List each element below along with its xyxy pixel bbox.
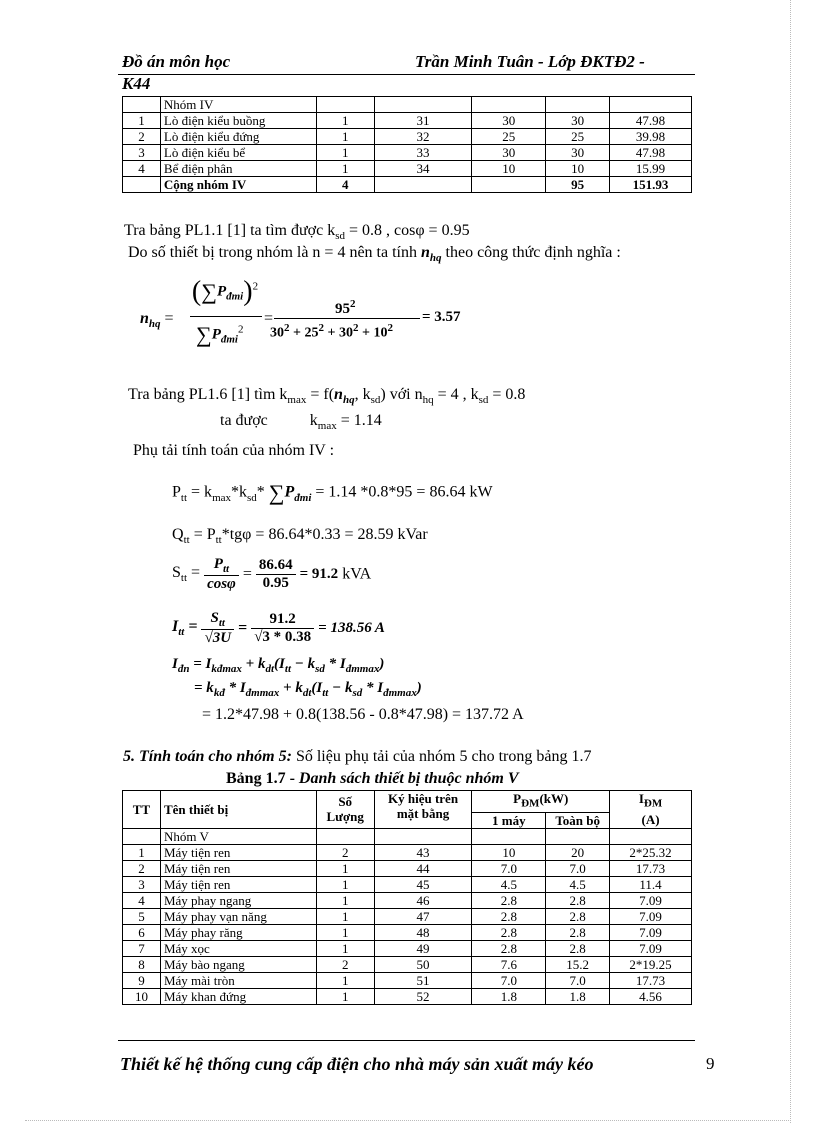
table-cell: 30 bbox=[472, 145, 546, 161]
header-cont: K44 bbox=[122, 74, 151, 93]
table-cell: 1 bbox=[316, 940, 374, 956]
table-total-row bbox=[123, 177, 692, 193]
table-cell: 46 bbox=[374, 892, 472, 908]
table-cell: 9 bbox=[123, 972, 161, 988]
table-cell: 32 bbox=[374, 129, 472, 145]
table-cell: 50 bbox=[374, 956, 472, 972]
table-cell: 30 bbox=[546, 145, 610, 161]
table-cell: Cộng nhóm IV bbox=[160, 177, 316, 193]
table-cell: Lò điện kiểu đứng bbox=[160, 129, 316, 145]
para-load-heading: Phụ tải tính toán của nhóm IV : bbox=[133, 442, 335, 459]
table-cell: 1 bbox=[316, 924, 374, 940]
table-cell: Lò điện kiểu buồng bbox=[160, 113, 316, 129]
page-edge-bottom bbox=[25, 1120, 791, 1121]
table-row bbox=[123, 145, 692, 161]
table-cell: Máy tiện ren bbox=[160, 844, 316, 860]
group5-table bbox=[122, 790, 692, 1005]
table-cell: 7.09 bbox=[610, 924, 692, 940]
table-cell: 1 bbox=[316, 988, 374, 1004]
section-5-heading: 5. Tính toán cho nhóm 5: Số liệu phụ tải của nhóm 5 cho trong bảng 1.7 bbox=[123, 748, 592, 765]
eq-idn-2: = $k_{kđ} * I_{đmmax} + k_{dt}(I_{tt} - k_{sd} * I_{đmmax})$ bbox=[194, 680, 422, 699]
table-cell: 10 bbox=[546, 161, 610, 177]
page-edge-right bbox=[790, 0, 791, 1123]
header-right: Trần Minh Tuân - Lớp ĐKTĐ2 - bbox=[415, 52, 645, 71]
table-cell: 47.98 bbox=[610, 145, 692, 161]
table-cell: 1 bbox=[316, 145, 374, 161]
col-all: Toàn bộ bbox=[546, 812, 610, 828]
table-cell: Máy tiện ren bbox=[160, 860, 316, 876]
table-cell: 25 bbox=[472, 129, 546, 145]
para-nhq-intro: Do số thiết bị trong nhóm là n = 4 nên ta tính $n_{hq}$ theo công thức định nghĩa : bbox=[128, 244, 621, 265]
table-cell: 2.8 bbox=[546, 908, 610, 924]
table-row bbox=[123, 828, 692, 844]
para-ksd: Tra bảng PL1.1 [1] ta tìm được $k_{sd} = 0.8$ , cosφ = 0.95 bbox=[124, 222, 470, 243]
table-cell: 2 bbox=[316, 844, 374, 860]
table-cell: 7.0 bbox=[546, 972, 610, 988]
col-qty: Số Lượng bbox=[316, 791, 374, 829]
table-cell: 8 bbox=[123, 956, 161, 972]
table-cell: 15.99 bbox=[610, 161, 692, 177]
table-cell: 6 bbox=[123, 924, 161, 940]
table-cell: 39.98 bbox=[610, 129, 692, 145]
table-cell: 2*19.25 bbox=[610, 956, 692, 972]
table-cell: 25 bbox=[546, 129, 610, 145]
table-cell: 17.73 bbox=[610, 860, 692, 876]
table-cell: 3 bbox=[123, 876, 161, 892]
table-row bbox=[123, 129, 692, 145]
table-cell: Máy bào ngang bbox=[160, 956, 316, 972]
table-cell: 10 bbox=[472, 161, 546, 177]
table-cell: 44 bbox=[374, 860, 472, 876]
table-cell: Bể điện phân bbox=[160, 161, 316, 177]
table-row bbox=[123, 940, 692, 956]
eq-qtt: $Q_{tt} = P_{tt}*tg\varphi = 86.64*0.33 = 28.59$ kVar bbox=[172, 526, 428, 547]
table-cell: 5 bbox=[123, 908, 161, 924]
table-row bbox=[123, 908, 692, 924]
para-kmax: Tra bảng PL1.6 [1] tìm $k_{max} = f(n_{hq}$, $k_{sd}$) với $n_{hq} = 4$ , $k_{sd} = 0.8$ bbox=[128, 386, 526, 407]
table-cell: 20 bbox=[546, 844, 610, 860]
table-cell: 10 bbox=[472, 844, 546, 860]
eq-stt: $S_{tt}$ = $\frac{P_{tt}}{\cos\varphi}$ = $\frac{86.64}{0.95}$ = 91.2 kVA bbox=[172, 556, 372, 592]
table-cell bbox=[374, 177, 472, 193]
table-cell: 10 bbox=[123, 988, 161, 1004]
table-row bbox=[123, 860, 692, 876]
table-cell: 2*25.32 bbox=[610, 844, 692, 860]
col-symbol: Ký hiệu trên mặt bằng bbox=[374, 791, 472, 829]
table-cell: 47.98 bbox=[610, 113, 692, 129]
table-cell: 7 bbox=[123, 940, 161, 956]
table-cell: 1 bbox=[316, 972, 374, 988]
table-row bbox=[123, 161, 692, 177]
col-name: Tên thiết bị bbox=[160, 791, 316, 829]
table-row bbox=[123, 113, 692, 129]
table-cell: 7.0 bbox=[546, 860, 610, 876]
header-left: Đồ án môn học bbox=[122, 52, 231, 71]
table-cell: 1.8 bbox=[546, 988, 610, 1004]
header-rule bbox=[118, 74, 695, 75]
table-cell: 30 bbox=[472, 113, 546, 129]
table-cell: 3 bbox=[123, 145, 161, 161]
table-cell: 1 bbox=[123, 844, 161, 860]
table-row bbox=[123, 988, 692, 1004]
table-cell: 4 bbox=[316, 177, 374, 193]
table-row bbox=[123, 924, 692, 940]
table-cell: 2.8 bbox=[472, 924, 546, 940]
group-label: Nhóm V bbox=[160, 828, 316, 844]
table-cell: 45 bbox=[374, 876, 472, 892]
table-cell: 2.8 bbox=[546, 940, 610, 956]
table-row bbox=[123, 956, 692, 972]
table-cell bbox=[123, 177, 161, 193]
table-cell: 7.09 bbox=[610, 892, 692, 908]
table-cell: 95 bbox=[546, 177, 610, 193]
footer-rule bbox=[118, 1040, 695, 1041]
table-cell: 151.93 bbox=[610, 177, 692, 193]
table-cell: 34 bbox=[374, 161, 472, 177]
table-row bbox=[123, 972, 692, 988]
col-one: 1 máy bbox=[472, 812, 546, 828]
table-cell: 1.8 bbox=[472, 988, 546, 1004]
table-caption: Bảng 1.7 - Danh sách thiết bị thuộc nhóm V bbox=[226, 770, 519, 787]
table-cell: 11.4 bbox=[610, 876, 692, 892]
table-cell: 4 bbox=[123, 161, 161, 177]
table-cell: 30 bbox=[546, 113, 610, 129]
table-cell: 31 bbox=[374, 113, 472, 129]
table-cell: 4.5 bbox=[472, 876, 546, 892]
col-pdm: $P_{ĐM}(kW)$ bbox=[472, 791, 610, 813]
table-cell: 1 bbox=[316, 161, 374, 177]
table-header-row bbox=[123, 791, 692, 813]
table-cell: 15.2 bbox=[546, 956, 610, 972]
table-cell: 17.73 bbox=[610, 972, 692, 988]
table-cell: 7.6 bbox=[472, 956, 546, 972]
table-cell: 1 bbox=[316, 129, 374, 145]
table-cell: Máy phay răng bbox=[160, 924, 316, 940]
table-cell: 7.09 bbox=[610, 908, 692, 924]
table-cell: 2 bbox=[123, 860, 161, 876]
eq-idn-3: = 1.2*47.98 + 0.8(138.56 - 0.8*47.98) = 137.72 A bbox=[202, 706, 524, 723]
table-cell: 52 bbox=[374, 988, 472, 1004]
table-cell: 1 bbox=[316, 113, 374, 129]
table-cell: 49 bbox=[374, 940, 472, 956]
table-cell: 2.8 bbox=[546, 892, 610, 908]
table-row bbox=[123, 97, 692, 113]
table-row bbox=[123, 844, 692, 860]
table-row bbox=[123, 876, 692, 892]
table-cell: 4.56 bbox=[610, 988, 692, 1004]
nhq-formula: $n_{hq}$ = $(\sum P_{đmi})^2$ $\sum P_{đmi}^2$ = $95^2$ $30^2 + 25^2 + 30^2 + 10^2$ = 3.57 bbox=[140, 276, 461, 347]
table-cell: Máy mài tròn bbox=[160, 972, 316, 988]
table-cell: 4 bbox=[123, 892, 161, 908]
table-cell: 1 bbox=[123, 113, 161, 129]
table-cell: 4.5 bbox=[546, 876, 610, 892]
table-cell: 2.8 bbox=[546, 924, 610, 940]
table-cell: Máy tiện ren bbox=[160, 876, 316, 892]
table-cell: 48 bbox=[374, 924, 472, 940]
group-label: Nhóm IV bbox=[160, 97, 316, 113]
table-cell: 51 bbox=[374, 972, 472, 988]
table-cell: 47 bbox=[374, 908, 472, 924]
eq-idn-1: $I_{đn} = I_{kđmax} + k_{dt}(I_{tt} - k_{sd} * I_{đmmax})$ bbox=[172, 656, 385, 675]
table-cell: Máy phay vạn năng bbox=[160, 908, 316, 924]
table-cell bbox=[472, 177, 546, 193]
eq-ptt: $P_{tt} = k_{max}*k_{sd}*$ $\sum P_{đmi} = 1.14$ *0.8*95 = 86.64 kW bbox=[172, 480, 493, 505]
col-tt: TT bbox=[123, 791, 161, 829]
eq-itt: $I_{tt}$ = $\frac{S_{tt}}{√3U}$ = $\frac{91.2}{√3 * 0.38}$ = 138.56 A bbox=[172, 610, 385, 646]
footer-title: Thiết kế hệ thống cung cấp điện cho nhà máy sản xuất máy kéo bbox=[120, 1054, 594, 1074]
table-cell: 1 bbox=[316, 908, 374, 924]
table-cell: 7.09 bbox=[610, 940, 692, 956]
table-cell: Máy khan đứng bbox=[160, 988, 316, 1004]
table-cell: 1 bbox=[316, 892, 374, 908]
table-row bbox=[123, 892, 692, 908]
table-cell: 2.8 bbox=[472, 892, 546, 908]
table-cell: 7.0 bbox=[472, 972, 546, 988]
table-cell: Máy phay ngang bbox=[160, 892, 316, 908]
table-cell: 1 bbox=[316, 860, 374, 876]
group4-table bbox=[122, 96, 692, 193]
table-cell: 2 bbox=[316, 956, 374, 972]
col-idm: $I_{ĐM}$ (A) bbox=[610, 791, 692, 829]
table-cell: 2 bbox=[123, 129, 161, 145]
para-kmax-result: ta được $k_{max} = 1.14$ bbox=[220, 412, 382, 433]
table-cell: 2.8 bbox=[472, 940, 546, 956]
table-cell: 43 bbox=[374, 844, 472, 860]
table-cell: Máy xọc bbox=[160, 940, 316, 956]
page-number: 9 bbox=[706, 1054, 715, 1073]
table-cell: 2.8 bbox=[472, 908, 546, 924]
table-cell: 7.0 bbox=[472, 860, 546, 876]
table-cell: Lò điện kiểu bể bbox=[160, 145, 316, 161]
table-cell: 1 bbox=[316, 876, 374, 892]
table-cell: 33 bbox=[374, 145, 472, 161]
